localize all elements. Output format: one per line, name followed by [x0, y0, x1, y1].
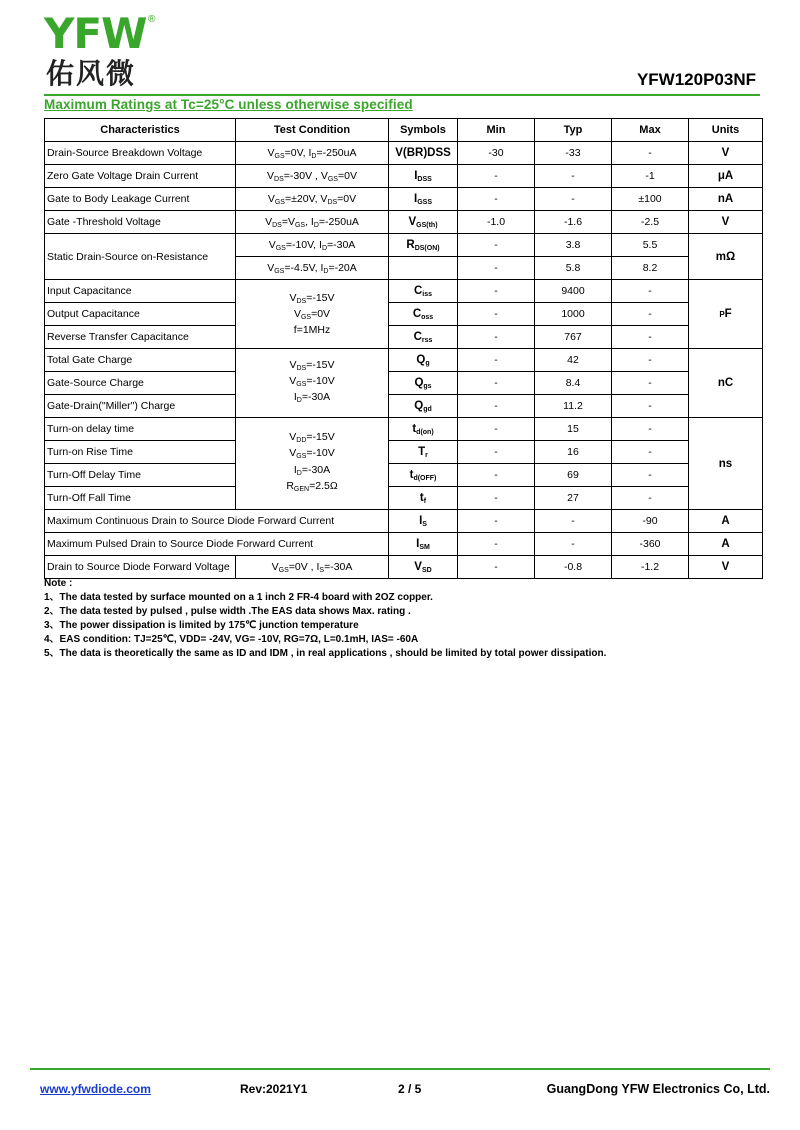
unit-prefix: P [719, 310, 725, 319]
row-characteristic: Total Gate Charge [45, 349, 236, 372]
table-row [45, 234, 763, 257]
table-row [45, 556, 763, 579]
min-value: - [458, 257, 535, 280]
header-max: Max [612, 119, 689, 142]
note-item: 1、The data tested by surface mounted on a 1 inch 2 FR-4 board with 2OZ copper. [44, 592, 433, 603]
registered-mark: ® [148, 14, 156, 25]
test-condition: $V_{DS}=-30V$ , $V_{GS}=0V$ [236, 165, 389, 188]
max-value: - [612, 395, 689, 418]
table-row [45, 464, 763, 487]
page-number: 2 / 5 [398, 1082, 422, 1096]
min-value: - [458, 188, 535, 211]
table-row [45, 326, 763, 349]
test-condition: $V_{GS}=-4.5V$, $I_D=-20A$ [236, 257, 389, 280]
row-characteristic: Gate-Source Charge [45, 372, 236, 395]
symbol: V(BR)DSS [389, 142, 458, 165]
min-value: - [458, 395, 535, 418]
typ-value: -1.6 [535, 211, 612, 234]
table-row [45, 510, 763, 533]
test-condition: $V_{DS}=-15V$ $V_{GS}=0V$ f=1MHz [236, 280, 389, 349]
note-item: 5、The data is theoretically the same as ID and IDM , in real applications , should be limited by total power dissipation. [44, 648, 607, 659]
company-name: GuangDong YFW Electronics Co, Ltd. [546, 1082, 770, 1096]
max-value: -1 [612, 165, 689, 188]
unit-base: F [724, 308, 732, 320]
electrical-characteristics-table [44, 118, 763, 579]
max-value: - [612, 326, 689, 349]
table-header-row [45, 119, 763, 142]
table-row [45, 418, 763, 441]
min-value: - [458, 326, 535, 349]
unit: nC [689, 349, 763, 418]
unit: mΩ [689, 234, 763, 280]
test-condition: $V_{DS}=-15V$ $V_{GS}=-10V$ $I_D=-30A$ [236, 349, 389, 418]
row-characteristic: Turn-on Rise Time [45, 441, 236, 464]
test-condition: $V_{GS}=\pm 20V$, $V_{DS}=0V$ [236, 188, 389, 211]
test-condition: $V_{GS}=0V$, $I_D=-250uA$ [236, 142, 389, 165]
max-value: -360 [612, 533, 689, 556]
symbol-empty [389, 257, 458, 280]
note-item: 4、EAS condition: TJ=25℃, VDD= -24V, VG= -10V, RG=7Ω, L=0.1mH, IAS= -60A [44, 634, 419, 645]
row-characteristic: Turn-on delay time [45, 418, 236, 441]
table-row [45, 303, 763, 326]
unit [689, 280, 763, 349]
max-value: - [612, 487, 689, 510]
table-row [45, 487, 763, 510]
symbol: $C_{rss}$ [389, 326, 458, 349]
min-value: - [458, 165, 535, 188]
symbol: $Q_{gd}$ [389, 395, 458, 418]
max-value: - [612, 372, 689, 395]
unit: A [689, 510, 763, 533]
symbol: $C_{iss}$ [389, 280, 458, 303]
table-row [45, 533, 763, 556]
row-characteristic: Static Drain-Source on-Resistance [45, 234, 236, 280]
min-value: - [458, 510, 535, 533]
header-symbols: Symbols [389, 119, 458, 142]
max-value: - [612, 441, 689, 464]
max-value: -2.5 [612, 211, 689, 234]
typ-value: - [535, 165, 612, 188]
min-value: - [458, 418, 535, 441]
max-value: - [612, 280, 689, 303]
unit: A [689, 533, 763, 556]
note-item: 3、The power dissipation is limited by 175℃ junction temperature [44, 620, 359, 631]
row-characteristic: Gate -Threshold Voltage [45, 211, 236, 234]
max-value: ±100 [612, 188, 689, 211]
row-characteristic: Reverse Transfer Capacitance [45, 326, 236, 349]
min-value: - [458, 280, 535, 303]
table-row [45, 395, 763, 418]
max-value: -90 [612, 510, 689, 533]
min-value: - [458, 372, 535, 395]
typ-value: 69 [535, 464, 612, 487]
notes-title: Note : [44, 578, 73, 589]
symbol: $t_{d(on)}$ [389, 418, 458, 441]
symbol: $V_{GS(th)}$ [389, 211, 458, 234]
symbol: $t_f$ [389, 487, 458, 510]
min-value: - [458, 303, 535, 326]
unit: nA [689, 188, 763, 211]
header-units: Units [689, 119, 763, 142]
header-test-condition: Test Condition [236, 119, 389, 142]
typ-value: 1000 [535, 303, 612, 326]
row-characteristic: Turn-Off Fall Time [45, 487, 236, 510]
typ-value: -33 [535, 142, 612, 165]
footer-divider [30, 1068, 770, 1070]
notes-section [44, 577, 606, 661]
symbol: $I_{DSS}$ [389, 165, 458, 188]
row-characteristic: Output Capacitance [45, 303, 236, 326]
min-value: - [458, 441, 535, 464]
row-characteristic: Drain to Source Diode Forward Voltage [45, 556, 236, 579]
header-characteristics: Characteristics [45, 119, 236, 142]
table-row [45, 441, 763, 464]
typ-value: -0.8 [535, 556, 612, 579]
header-min: Min [458, 119, 535, 142]
table-row [45, 211, 763, 234]
section-title: Maximum Ratings at Tc=25°C unless otherwise specified [44, 97, 413, 112]
max-value: 8.2 [612, 257, 689, 280]
typ-value: - [535, 188, 612, 211]
typ-value: 9400 [535, 280, 612, 303]
max-value: - [612, 303, 689, 326]
header-typ: Typ [535, 119, 612, 142]
symbol: $I_{GSS}$ [389, 188, 458, 211]
test-condition: $V_{DS}=V_{GS}$, $I_D=-250uA$ [236, 211, 389, 234]
symbol: $I_{SM}$ [389, 533, 458, 556]
max-value: - [612, 464, 689, 487]
symbol: $t_{d(OFF)}$ [389, 464, 458, 487]
row-characteristic: Turn-Off Delay Time [45, 464, 236, 487]
typ-value: 3.8 [535, 234, 612, 257]
typ-value: 8.4 [535, 372, 612, 395]
table-row [45, 349, 763, 372]
max-value: - [612, 142, 689, 165]
max-value: - [612, 418, 689, 441]
symbol: $I_S$ [389, 510, 458, 533]
symbol: $C_{oss}$ [389, 303, 458, 326]
min-value: - [458, 487, 535, 510]
typ-value: 27 [535, 487, 612, 510]
min-value: - [458, 556, 535, 579]
min-value: - [458, 349, 535, 372]
part-number: YFW120P03NF [636, 70, 756, 89]
company-logo [44, 9, 156, 94]
test-condition: $V_{GS}=0V$ , $I_S=-30A$ [236, 556, 389, 579]
table-row [45, 142, 763, 165]
row-characteristic: Drain-Source Breakdown Voltage [45, 142, 236, 165]
symbol: $T_r$ [389, 441, 458, 464]
row-characteristic: Input Capacitance [45, 280, 236, 303]
min-value: - [458, 234, 535, 257]
header-divider [44, 94, 760, 96]
unit: V [689, 142, 763, 165]
test-condition: $V_{DD}=-15V$ $V_{GS}=-10V$ $I_D=-30A$ $R_{GEN}=2.5\Omega$ [236, 418, 389, 510]
website-link[interactable]: www.yfwdiode.com [40, 1082, 151, 1096]
typ-value: 15 [535, 418, 612, 441]
test-condition: $V_{GS}=-10V$, $I_D=-30A$ [236, 234, 389, 257]
typ-value: 42 [535, 349, 612, 372]
max-value: 5.5 [612, 234, 689, 257]
typ-value: 11.2 [535, 395, 612, 418]
symbol: $Q_{gs}$ [389, 372, 458, 395]
typ-value: - [535, 533, 612, 556]
revision: Rev:2021Y1 [240, 1082, 308, 1096]
unit: μA [689, 165, 763, 188]
row-characteristic: Gate-Drain("Miller") Charge [45, 395, 236, 418]
typ-value: - [535, 510, 612, 533]
min-value: - [458, 464, 535, 487]
min-value: - [458, 533, 535, 556]
typ-value: 16 [535, 441, 612, 464]
table-row [45, 280, 763, 303]
table-row [45, 372, 763, 395]
typ-value: 5.8 [535, 257, 612, 280]
logo-chinese-name: 佑风微 [46, 57, 137, 90]
min-value: -1.0 [458, 211, 535, 234]
symbol: $Q_g$ [389, 349, 458, 372]
unit: V [689, 556, 763, 579]
note-item: 2、The data tested by pulsed , pulse width .The EAS data shows Max. rating . [44, 606, 411, 617]
row-characteristic: Maximum Pulsed Drain to Source Diode Forward Current [45, 533, 389, 556]
table-row [45, 165, 763, 188]
max-value: - [612, 349, 689, 372]
unit: V [689, 211, 763, 234]
unit: ns [689, 418, 763, 510]
row-characteristic: Maximum Continuous Drain to Source Diode Forward Current [45, 510, 389, 533]
min-value: -30 [458, 142, 535, 165]
logo-letters: YFW [44, 9, 147, 58]
typ-value: 767 [535, 326, 612, 349]
row-characteristic: Gate to Body Leakage Current [45, 188, 236, 211]
max-value: -1.2 [612, 556, 689, 579]
row-characteristic: Zero Gate Voltage Drain Current [45, 165, 236, 188]
symbol: $R_{DS(ON)}$ [389, 234, 458, 257]
table-row [45, 188, 763, 211]
symbol: $V_{SD}$ [389, 556, 458, 579]
